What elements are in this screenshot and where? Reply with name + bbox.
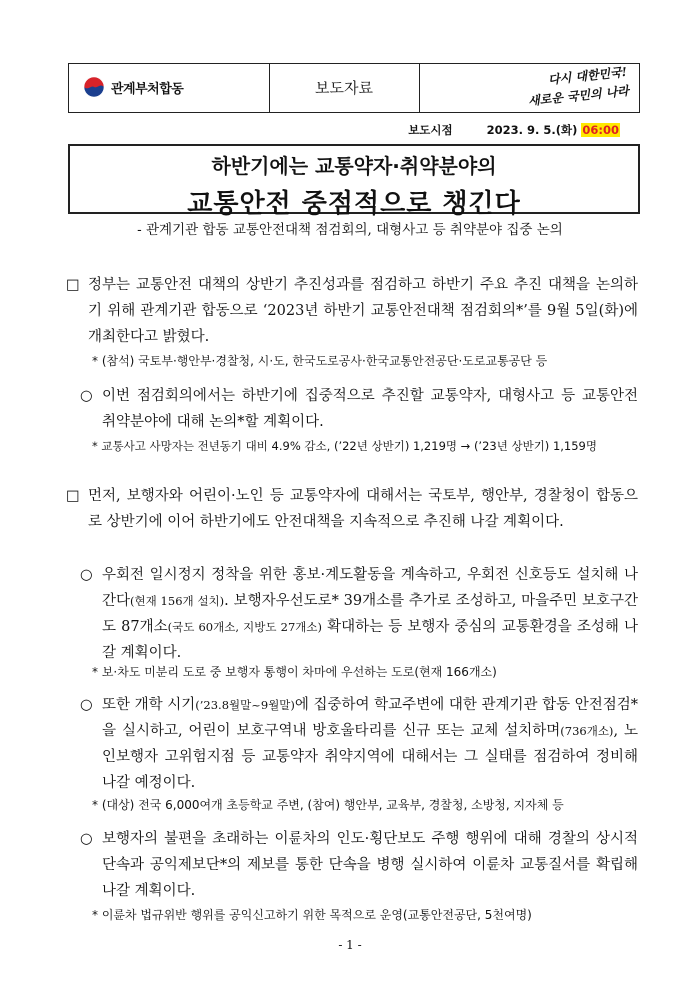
title-line-2: 교통안전 중점적으로 챙긴다 xyxy=(187,189,521,219)
paragraph-1a-text: 이번 점검회의에서는 하반기에 집중적으로 추진할 교통약자, 대형사고 등 교통안전 취약분야에 대해 논의*할 계획이다. xyxy=(102,388,638,430)
square-bullet-icon: □ xyxy=(66,277,80,293)
header-doc-type: 보도자료 xyxy=(315,79,373,97)
paragraph-2b-small-1: (’23.8월말~9월말) xyxy=(195,698,295,712)
embargo-line xyxy=(408,122,620,138)
paragraph-2c xyxy=(80,826,638,904)
title-line-1: 하반기에는 교통약자·취약분야의 xyxy=(211,154,497,178)
header-doc-type-cell xyxy=(269,64,419,112)
paragraph-2 xyxy=(66,483,638,535)
paragraph-2a-part-2: . 보행자우선도로* 39개소를 추가로 조성하고, 마을주민 보호구간도 87개소 xyxy=(102,593,639,635)
slogan-line-1: 다시 대한민국! xyxy=(547,64,628,87)
embargo-date: 2023. 9. 5.(화) xyxy=(486,123,578,137)
embargo-label: 보도시점 xyxy=(408,123,453,137)
paragraph-2a-part-1: 우회전 일시정지 정착을 위한 홍보·계도활동을 계속하고, 우회전 신호등도 설치해 나간다 xyxy=(102,567,638,609)
note-2c: * 이륜차 법규위반 행위를 공익신고하기 위한 목적으로 운영(교통안전공단, 5천여명) xyxy=(92,908,532,922)
note-2a: * 보·차도 미분리 도로 중 보행자 통행이 차마에 우선하는 도로(현재 166개소) xyxy=(92,665,497,679)
paragraph-2a-small-2: (국도 60개소, 지방도 27개소) xyxy=(167,620,322,634)
paragraph-1 xyxy=(66,272,638,350)
circle-bullet-icon: ○ xyxy=(80,567,93,583)
slogan-calligraphy xyxy=(525,63,630,111)
paragraph-2a xyxy=(80,562,638,666)
paragraph-2a-small-1: (현재 156개 설치) xyxy=(130,594,225,608)
paragraph-1-text: 정부는 교통안전 대책의 상반기 추진성과를 점검하고 하반기 주요 추진 대책을 논의하기 위해 관계기관 합동으로 ‘2023년 하반기 교통안전대책 점검회의*’를 9월 5일(화)에 개최한다고 밝혔다. xyxy=(88,277,638,345)
paragraph-2b-part-3: , 노인보행자 고위험지점 등 교통약자 취약지역에 대해서는 그 실태를 점검하여 정비해 나갈 예정이다. xyxy=(102,723,638,791)
square-bullet-icon: □ xyxy=(66,488,80,504)
circle-bullet-icon: ○ xyxy=(80,697,93,713)
paragraph-2b-small-2: (736개소) xyxy=(560,724,614,738)
press-release-header xyxy=(68,63,640,113)
paragraph-2a-text xyxy=(80,562,638,666)
paragraph-2b-part-2: 에 집중하여 학교주변에 대한 관계기관 합동 안전점검*을 실시하고, 어린이 보호구역내 방호울타리를 신규 또는 교체 설치하며 xyxy=(102,697,638,739)
header-org-name: 관계부처합동 xyxy=(111,82,184,97)
paragraph-2b-text xyxy=(80,692,638,796)
subtitle: - 관계기관 합동 교통안전대책 점검회의, 대형사고 등 취약분야 집중 논의 xyxy=(137,222,563,238)
note-1: * (참석) 국토부·행안부·경찰청, 시·도, 한국도로공사·한국교통안전공단·도로교통공단 등 xyxy=(92,354,548,368)
header-org-cell xyxy=(69,64,270,112)
note-2b: * (대상) 전국 6,000여개 초등학교 주변, (참여) 행안부, 교육부, 경찰청, 소방청, 지자체 등 xyxy=(92,798,564,812)
note-1a: * 교통사고 사망자는 전년동기 대비 4.9% 감소, (’22년 상반기) 1,219명 → (’23년 상반기) 1,159명 xyxy=(92,439,597,453)
embargo-time: 06:00 xyxy=(582,123,619,137)
paragraph-2b xyxy=(80,692,638,796)
paragraph-2c-text: 보행자의 불편을 초래하는 이륜차의 인도·횡단보도 주행 행위에 대해 경찰의 상시적 단속과 공익제보단*의 제보를 통한 단속을 병행 실시하여 이륜차 교통질서를 확립해 나갈 계획이다. xyxy=(102,831,638,899)
circle-bullet-icon: ○ xyxy=(80,831,93,847)
title-box xyxy=(68,144,640,219)
paragraph-2b-part-1: 또한 개학 시기 xyxy=(102,697,196,713)
paragraph-2a-part-3: 확대하는 등 보행자 중심의 교통환경을 조성해 나갈 계획이다. xyxy=(102,619,639,661)
page-number: - 1 - xyxy=(338,938,362,952)
slogan-line-2: 새로운 국민의 나라 xyxy=(527,83,630,109)
header-slogan-cell xyxy=(419,64,640,112)
circle-bullet-icon: ○ xyxy=(80,388,93,404)
paragraph-2-text: 먼저, 보행자와 어린이·노인 등 교통약자에 대해서는 국토부, 행안부, 경찰청이 합동으로 상반기에 이어 하반기에도 안전대책을 지속적으로 추진해 나갈 계획이다. xyxy=(88,488,638,530)
government-emblem-icon xyxy=(83,76,105,102)
paragraph-1a xyxy=(80,383,638,435)
